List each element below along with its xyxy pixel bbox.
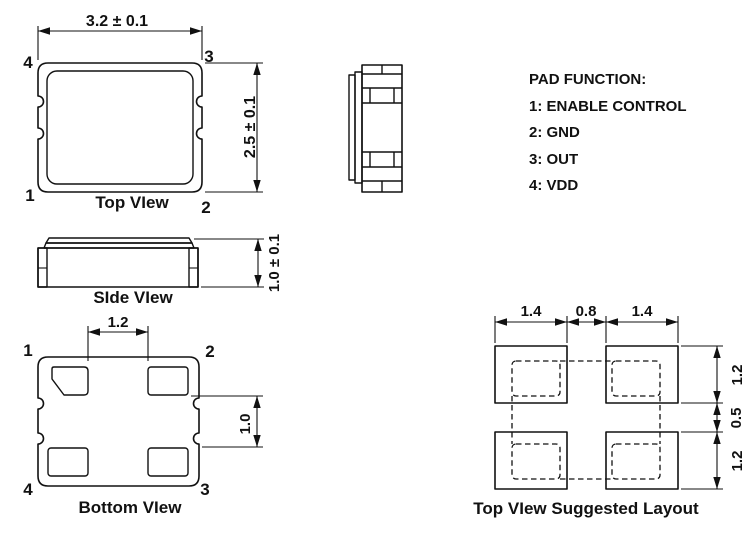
bottom-view-pin-4: 4 bbox=[23, 480, 33, 499]
side-view-height-dimension: 1.0 ± 0.1 bbox=[266, 233, 283, 293]
end-view-body bbox=[362, 65, 402, 192]
layout-land-pad-top-left bbox=[495, 346, 567, 403]
end-view-lid-outer bbox=[349, 75, 355, 180]
side-view-label: SIde VIew bbox=[93, 288, 173, 307]
bottom-view-label: Bottom VIew bbox=[78, 498, 182, 517]
top-view-label: Top VIew bbox=[95, 193, 169, 212]
pad-function-item-3: 3: OUT bbox=[529, 151, 579, 168]
bottom-view-pad-4 bbox=[48, 448, 88, 476]
top-view-pin-2: 2 bbox=[201, 198, 211, 217]
bottom-view-pitch-dimension: 1.2 bbox=[107, 314, 129, 331]
pad-function-item-2: 2: GND bbox=[529, 124, 580, 141]
layout-dim-pad-height-top: 1.2 bbox=[729, 364, 746, 386]
layout-land-pad-bottom-left bbox=[495, 432, 567, 489]
pad-function-legend bbox=[529, 71, 687, 194]
layout-dim-row-gap: 0.5 bbox=[728, 407, 745, 429]
bottom-view-pin-1: 1 bbox=[23, 341, 33, 360]
top-view-pin-1: 1 bbox=[25, 186, 35, 205]
pad-function-title: PAD FUNCTION: bbox=[529, 71, 647, 88]
end-view-lid-inner bbox=[355, 72, 362, 183]
bottom-view-pin-2: 2 bbox=[205, 342, 215, 361]
suggested-layout bbox=[473, 303, 746, 518]
side-view-body bbox=[38, 248, 198, 287]
layout-package-pad-top-left bbox=[512, 361, 560, 396]
top-view-height-dimension: 2.5 ± 0.1 bbox=[242, 95, 259, 159]
side-view-lid-top bbox=[46, 238, 192, 243]
bottom-view-pad-1 bbox=[52, 367, 88, 395]
bottom-view-pin-3: 3 bbox=[200, 480, 210, 499]
layout-package-pad-bottom-right bbox=[612, 444, 660, 479]
top-view-width-dimension: 3.2 ± 0.1 bbox=[85, 13, 149, 30]
end-view bbox=[349, 65, 402, 192]
layout-land-pad-top-right bbox=[606, 346, 678, 403]
top-view-outline bbox=[38, 63, 202, 192]
layout-dim-center-gap: 0.8 bbox=[575, 303, 597, 320]
top-view-pin-4: 4 bbox=[23, 53, 33, 72]
layout-package-pad-bottom-left bbox=[512, 444, 560, 479]
layout-dim-pad-width-left: 1.4 bbox=[520, 303, 542, 320]
layout-land-pad-bottom-right bbox=[606, 432, 678, 489]
bottom-view bbox=[23, 314, 263, 517]
top-view-pin-3: 3 bbox=[204, 47, 214, 66]
pad-function-item-4: 4: VDD bbox=[529, 177, 579, 194]
bottom-view-gap-dimension: 1.0 bbox=[237, 413, 254, 435]
layout-dim-pad-height-bottom: 1.2 bbox=[729, 450, 746, 472]
layout-package-pad-top-right bbox=[612, 361, 660, 396]
pad-function-item-1: 1: ENABLE CONTROL bbox=[529, 98, 687, 115]
bottom-view-outline bbox=[38, 357, 199, 486]
top-view bbox=[23, 13, 263, 217]
bottom-view-pad-3 bbox=[148, 448, 188, 476]
suggested-layout-label: Top VIew Suggested Layout bbox=[473, 499, 699, 518]
side-view bbox=[38, 234, 283, 307]
top-view-inner-outline bbox=[47, 71, 193, 184]
bottom-view-pad-2 bbox=[148, 367, 188, 395]
layout-dim-pad-width-right: 1.4 bbox=[631, 303, 653, 320]
